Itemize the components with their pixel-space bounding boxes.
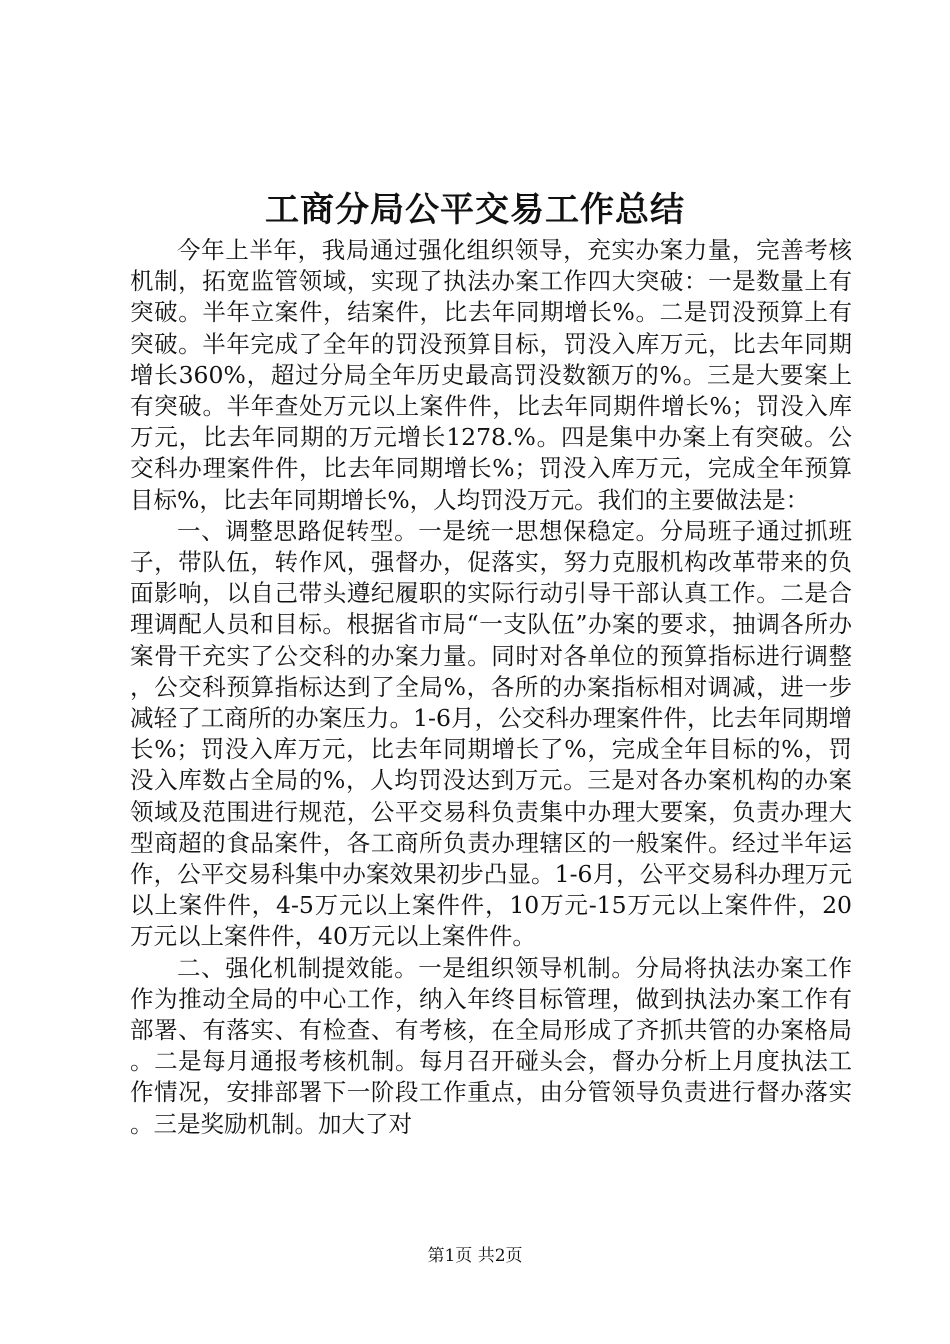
paragraph-intro: 今年上半年，我局通过强化组织领导，充实办案力量，完善考核机制，拓宽监管领域，实现了执法办案工作四大突破：一是数量上有突破。半年立案件，结案件，比去年同期增长%。二是罚没预算上有突破。半年完成了全年的罚没预算目标，罚没入库万元，比去年同期增长360%，超过分局全年历史最高罚没数额万的%。三是大要案上有突破。半年查处万元以上案件件，比去年同期件增长%；罚没入库万元，比去年同期的万元增长1278.%。四是集中办案上有突破。公交科办理案件件，比去年同期增长%；罚没入库万元，完成全年预算目标%，比去年同期增长%，人均罚没万元。我们的主要做法是： xyxy=(130,236,852,514)
paragraph-section-1: 一、调整思路促转型。一是统一思想保稳定。分局班子通过抓班子，带队伍，转作风，强督办，促落实，努力克服机构改革带来的负面影响，以自己带头遵纪履职的实际行动引导干部认真工作。二是合理调配人员和目标。根据省市局“一支队伍”办案的要求，抽调各所办案骨干充实了公交科的办案力量。同时对各单位的预算指标进行调整，公交科预算指标达到了全局%，各所的办案指标相对调减，进一步减轻了工商所的办案压力。1-6月，公交科办理案件件，比去年同期增长%；罚没入库万元，比去年同期增长了%，完成全年目标的%，罚没入库数占全局的%，人均罚没达到万元。三是对各办案机构的办案领域及范围进行规范，公平交易科负责集中办理大要案，负责办理大型商超的食品案件，各工商所负责办理辖区的一般案件。经过半年运作，公平交易科集中办案效果初步凸显。1-6月，公平交易科办理万元以上案件件，4-5万元以上案件件，10万元-15万元以上案件件，20万元以上案件件，40万元以上案件件。 xyxy=(130,516,852,951)
document-title: 工商分局公平交易工作总结 xyxy=(265,190,685,230)
paragraph-section-2: 二、强化机制提效能。一是组织领导机制。分局将执法办案工作作为推动全局的中心工作，纳入年终目标管理，做到执法办案工作有部署、有落实、有检查、有考核，在全局形成了齐抓共管的办案格局。二是每月通报考核机制。每月召开碰头会，督办分析上月度执法工作情况，安排部署下一阶段工作重点，由分管领导负责进行督办落实。三是奖励机制。加大了对 xyxy=(130,953,852,1138)
document-body xyxy=(130,235,852,1140)
page-number-footer: 第1页 共2页 xyxy=(427,1246,523,1266)
